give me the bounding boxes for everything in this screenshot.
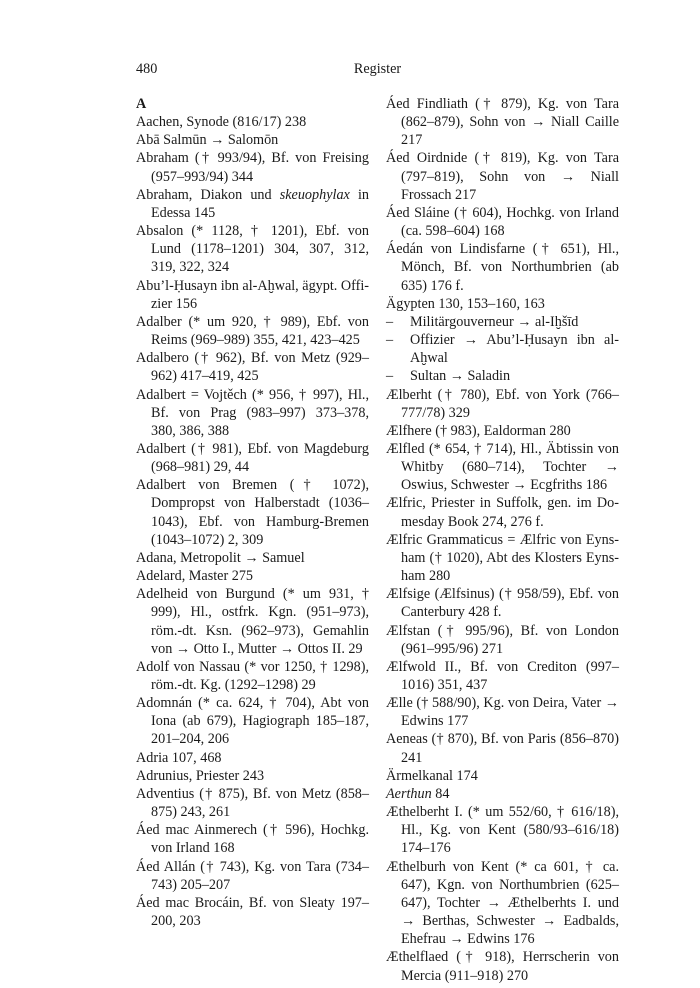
entry-text: Æthelflaed († 918), Herrscherin von Mercia (911–918) 270 [386, 949, 619, 984]
index-entry [386, 767, 619, 785]
index-entry [386, 730, 619, 766]
entry-text: Aachen, Synode (816/17) 238 [136, 114, 307, 131]
index-entry [386, 240, 619, 294]
entry-text: Ärmelkanal 174 [386, 767, 478, 784]
index-entry [386, 440, 619, 494]
index-entry [136, 349, 369, 385]
index-entry [386, 149, 619, 203]
entry-text: Áed mac Brocáin, Bf. von Sleaty 197–200, 203 [136, 894, 369, 930]
right-entries-list [386, 95, 619, 985]
entry-text: Absalon (* 1128, † 1201), Ebf. von Lund (1178–1201) 304, 307, 312, 319, 322, 324 [136, 223, 369, 276]
entry-text: Áed Sláine († 604), Hochkg. von Irland (ca. 598–604) 168 [386, 204, 619, 240]
entry-text: Adalbert von Bremen († 1072), Dompropst von Halberstadt (1036–1043), Ebf. von Hamburg-Bremen (1043–1072) 2, 309 [136, 477, 369, 548]
index-subentry [386, 367, 619, 385]
entry-text: 84 [431, 785, 450, 802]
index-entry [136, 585, 369, 658]
index-entry [136, 858, 369, 894]
entry-text: Áedán von Lindisfarne († 651), Hl., Mönch, Bf. von Northumbrien (ab 635) 176 f. [386, 241, 619, 294]
index-entry [136, 785, 369, 821]
index-entry [136, 567, 369, 585]
entry-text: Æthelburh von Kent (* ca 601, † ca. 647), Kgn. von Northumbrien (625–647), Tochter → Æthelberhts I. und → Berthas, Schwester → Eadbalds, Ehefrau → Edwins 176 [386, 858, 619, 948]
entry-text: Adelard, Master 275 [136, 568, 254, 585]
entry-text: Áed Findliath († 879), Kg. von Tara (862–879), Sohn von → Niall Caille 217 [386, 96, 619, 149]
entry-text: Sultan → Saladin [410, 368, 511, 385]
entry-text: Adrunius, Priester 243 [136, 767, 265, 784]
left-entries-list [136, 113, 369, 930]
entry-text: Ælfric Grammaticus = Ælfric von Eynsham († 1020), Abt des Klosters Eynsham 280 [386, 531, 619, 585]
index-entry [136, 113, 369, 131]
entry-text: Adana, Metropolit → Samuel [136, 549, 305, 566]
index-entry [386, 622, 619, 658]
index-entry [386, 858, 619, 949]
running-title: Register [353, 61, 402, 77]
entry-text: Ælberht († 780), Ebf. von York (766–777/78) 329 [386, 386, 619, 421]
subentry-dash: – [386, 368, 394, 385]
entry-text: Ägypten 130, 153–160, 163 [386, 295, 545, 312]
index-entry [136, 894, 369, 930]
index-entry [136, 694, 369, 748]
entry-text: Adolf von Nassau (* vor 1250, † 1298), röm.-dt. Kg. (1292–1298) 29 [136, 658, 369, 693]
subentry-dash: – [386, 313, 394, 330]
index-entry [136, 440, 369, 476]
entry-text: Adalbert († 981), Ebf. von Magdeburg (968–981) 29, 44 [136, 440, 369, 476]
entry-text: Áed Oirdnide († 819), Kg. von Tara (797–819), Sohn von → Niall Frossach 217 [386, 150, 619, 203]
index-entry [386, 694, 619, 730]
entry-text: Ælfwold II., Bf. von Crediton (997–1016) 351, 437 [386, 658, 619, 693]
index-entry [386, 948, 619, 984]
index-entry [136, 821, 369, 857]
entry-text: Ælfric, Priester in Suffolk, gen. im Domesday Book 274, 276 f. [386, 495, 619, 530]
entry-text: Abraham († 993/94), Bf. von Freising (957–993/94) 344 [136, 150, 369, 185]
entry-italic-term: skeuophylax [279, 186, 350, 203]
index-entry [386, 785, 619, 803]
index-entry [136, 386, 369, 440]
index-entry [386, 531, 619, 585]
entry-text: Ælfsige (Ælfsinus) († 958/59), Ebf. von Canterbury 428 f. [386, 586, 619, 621]
index-entry [136, 476, 369, 549]
entry-text: Áed mac Ainmerech († 596), Hochkg. von Irland 168 [136, 822, 369, 857]
entry-text: in Edessa 145 [151, 186, 369, 221]
entry-text: Adria 107, 468 [136, 749, 222, 766]
index-entry [136, 549, 369, 567]
entry-text: Aeneas († 870), Bf. von Paris (856–870) 241 [386, 731, 619, 766]
entry-text: Adalber (* um 920, † 989), Ebf. von Reims (969–989) 355, 421, 423–425 [136, 313, 369, 349]
index-entry [136, 767, 369, 785]
index-column-right [386, 95, 619, 985]
entry-text: Abu’l-Ḥusayn ibn al-Aḫwal, ägypt. Offizier 156 [136, 277, 370, 312]
entry-text: Ælfled (* 654, † 714), Hl., Äbtissin von Whitby (680–714), Tochter → Oswius, Schwester → Ecgfriths 186 [386, 440, 619, 494]
entry-text: Adalbert = Vojtěch (* 956, † 997), Hl., Bf. von Prag (983–997) 373–378, 380, 386, 388 [136, 386, 369, 439]
index-entry [386, 494, 619, 530]
section-letter: A [136, 96, 147, 112]
index-entry [136, 222, 369, 276]
entry-text: Abā Salmūn → Salomōn [136, 132, 279, 149]
entry-text: Adelheid von Burgund (* um 931, † 999), Hl., ostfrk. Kgn. (951–973), röm.-dt. Ksn. (962–973), Gemahlin von → Otto I., Mutter → Ottos II. 29 [136, 586, 369, 657]
index-entry [136, 313, 369, 349]
entry-text: Adalbero († 962), Bf. von Metz (929–962) 417–419, 425 [136, 350, 369, 385]
entry-italic-term: Aerthun [386, 785, 432, 802]
index-entry [136, 186, 369, 222]
index-entry [136, 149, 369, 185]
index-entry [136, 131, 369, 149]
entry-text: Offizier → Abu’l-Ḥusayn ibn al-Aḫwal [410, 332, 619, 367]
entry-text: Ælfstan († 995/96), Bf. von London (961–995/96) 271 [386, 622, 619, 657]
index-entry [136, 658, 369, 694]
page-number: 480 [136, 61, 158, 77]
entry-text: Adomnán (* ca. 624, † 704), Abt von Iona (ab 679), Hagiograph 185–187, 201–204, 206 [136, 695, 369, 748]
entry-text: Ælfhere († 983), Ealdorman 280 [386, 422, 571, 439]
index-subentry [386, 313, 619, 331]
index-entry [386, 658, 619, 694]
running-head [136, 61, 619, 81]
index-entry [386, 386, 619, 422]
entry-text: Áed Allán († 743), Kg. von Tara (734–743) 205–207 [136, 858, 369, 893]
index-entry [136, 749, 369, 767]
index-column-left [136, 95, 369, 930]
subentry-dash: – [386, 332, 394, 349]
index-entry [386, 95, 619, 149]
entry-text: Militärgouverneur → al-Iḫšīd [410, 313, 579, 330]
index-entry [136, 277, 369, 313]
index-entry [386, 295, 619, 313]
entry-text: Æthelberht I. (* um 552/60, † 616/18), Hl., Kg. von Kent (580/93–616/18) 174–176 [386, 804, 619, 857]
index-entry [386, 422, 619, 440]
entry-text: Adventius († 875), Bf. von Metz (858–875) 243, 261 [136, 785, 369, 821]
entry-text: Ælle († 588/90), Kg. von Deira, Vater → Edwins 177 [386, 695, 619, 730]
index-entry [386, 585, 619, 621]
entry-text: Abraham, Diakon und [136, 186, 280, 203]
index-entry [386, 803, 619, 857]
index-entry [386, 204, 619, 240]
index-subentry [386, 331, 619, 367]
